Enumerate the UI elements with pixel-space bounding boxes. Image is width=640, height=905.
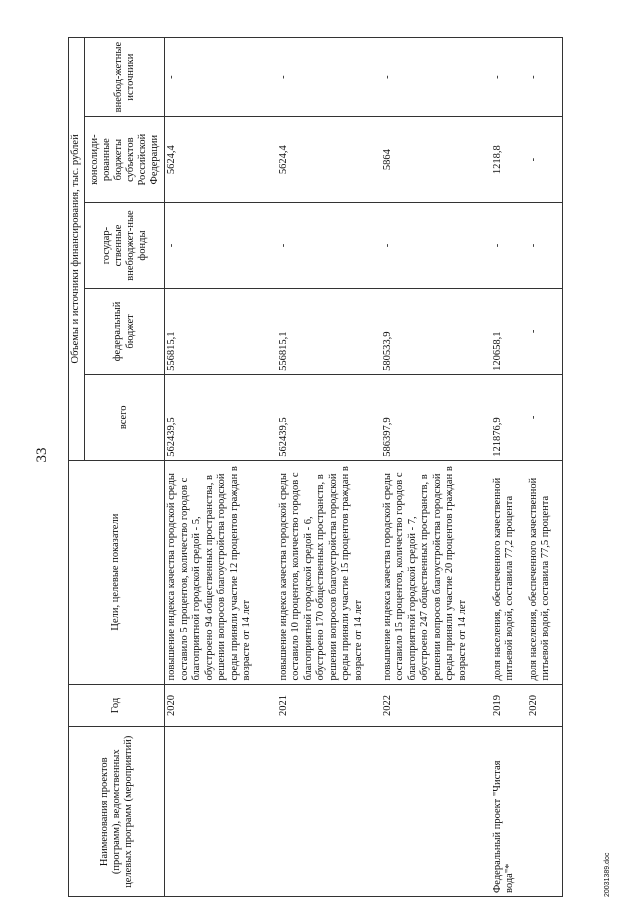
row-regional: 5624,4	[277, 117, 381, 203]
header-federal: федеральный бюджет	[85, 288, 165, 374]
row-extra: -	[165, 38, 277, 117]
row-goals: повышение индекса качества городской среды составило 15 процентов, количество городов с благоприятной городской средой - 7, обустроено 247 общественных пространств, в решении вопросов благоустройства городской среды приняли участие 20 процентов граждан в возрасте от 14 лет	[381, 460, 491, 684]
row-regional: 5624,4	[165, 117, 277, 203]
row-state-funds: -	[381, 203, 491, 289]
row-project: Федеральный проект "Чистая вода"*	[491, 727, 527, 897]
row-year: 2022	[381, 684, 491, 727]
header-state-funds: государ-ственные внебюджет-ные фонды	[85, 203, 165, 289]
header-regional: консолиди-рованные бюджеты субъектов Российской Федерации	[85, 117, 165, 203]
row-goals: повышение индекса качества городской среды составило 10 процентов, количество городов с благоприятной городской средой - 6, обустроено 170 общественных пространств, в решении вопросов благоустройства городской среды приняли участие 15 процентов граждан в возрасте от 14 лет	[277, 460, 381, 684]
page-number: 33	[34, 447, 50, 463]
row-goals: доля населения, обеспеченного качественной питьевой водой, составила 77,5 процента	[527, 460, 563, 684]
header-project: Наименования проектов (программ), ведомственных целевых программ (мероприятий)	[69, 727, 165, 897]
row-federal: 556815,1	[277, 288, 381, 374]
row-regional: -	[527, 117, 563, 203]
row-project	[527, 727, 563, 897]
row-total: 562439,5	[277, 374, 381, 460]
header-goals: Цели, целевые показатели	[69, 460, 165, 684]
row-year: 2020	[165, 684, 277, 727]
row-project	[277, 727, 381, 897]
row-total: 121876,9	[491, 374, 527, 460]
row-extra: -	[527, 38, 563, 117]
row-state-funds: -	[527, 203, 563, 289]
row-goals: доля населения, обеспеченного качественной питьевой водой, составила 77,2 процента	[491, 460, 527, 684]
row-project	[165, 727, 277, 897]
row-extra: -	[277, 38, 381, 117]
header-year: Год	[69, 684, 165, 727]
row-federal: 556815,1	[165, 288, 277, 374]
header-extra: внебюд-жетные источники	[85, 38, 165, 117]
table-row	[165, 38, 277, 897]
row-project	[381, 727, 491, 897]
row-goals: повышение индекса качества городской среды составило 5 процентов, количество городов с благоприятной городской средой - 5, обустроено 94 общественных пространства, в решении вопросов благоустройства городской среды приняли участие 12 процентов граждан в возрасте от 14 лет	[165, 460, 277, 684]
row-extra: -	[381, 38, 491, 117]
row-total: 562439,5	[165, 374, 277, 460]
row-regional: 5864	[381, 117, 491, 203]
row-extra: -	[491, 38, 527, 117]
row-federal: -	[527, 288, 563, 374]
row-total: -	[527, 374, 563, 460]
row-year: 2019	[491, 684, 527, 727]
row-total: 586397,9	[381, 374, 491, 460]
row-year: 2020	[527, 684, 563, 727]
funding-table	[68, 37, 563, 897]
row-state-funds: -	[277, 203, 381, 289]
table-row	[527, 38, 563, 897]
header-total: всего	[85, 374, 165, 460]
row-federal: 120658,1	[491, 288, 527, 374]
header-funding: Объемы и источники финансирования, тыс. рублей	[69, 38, 85, 461]
table-row	[491, 38, 527, 897]
row-regional: 1218,8	[491, 117, 527, 203]
row-state-funds: -	[165, 203, 277, 289]
row-federal: 580533,9	[381, 288, 491, 374]
table-row	[277, 38, 381, 897]
row-year: 2021	[277, 684, 381, 727]
row-state-funds: -	[491, 203, 527, 289]
table-row	[381, 38, 491, 897]
document-id: 20031389.doc	[604, 852, 611, 897]
